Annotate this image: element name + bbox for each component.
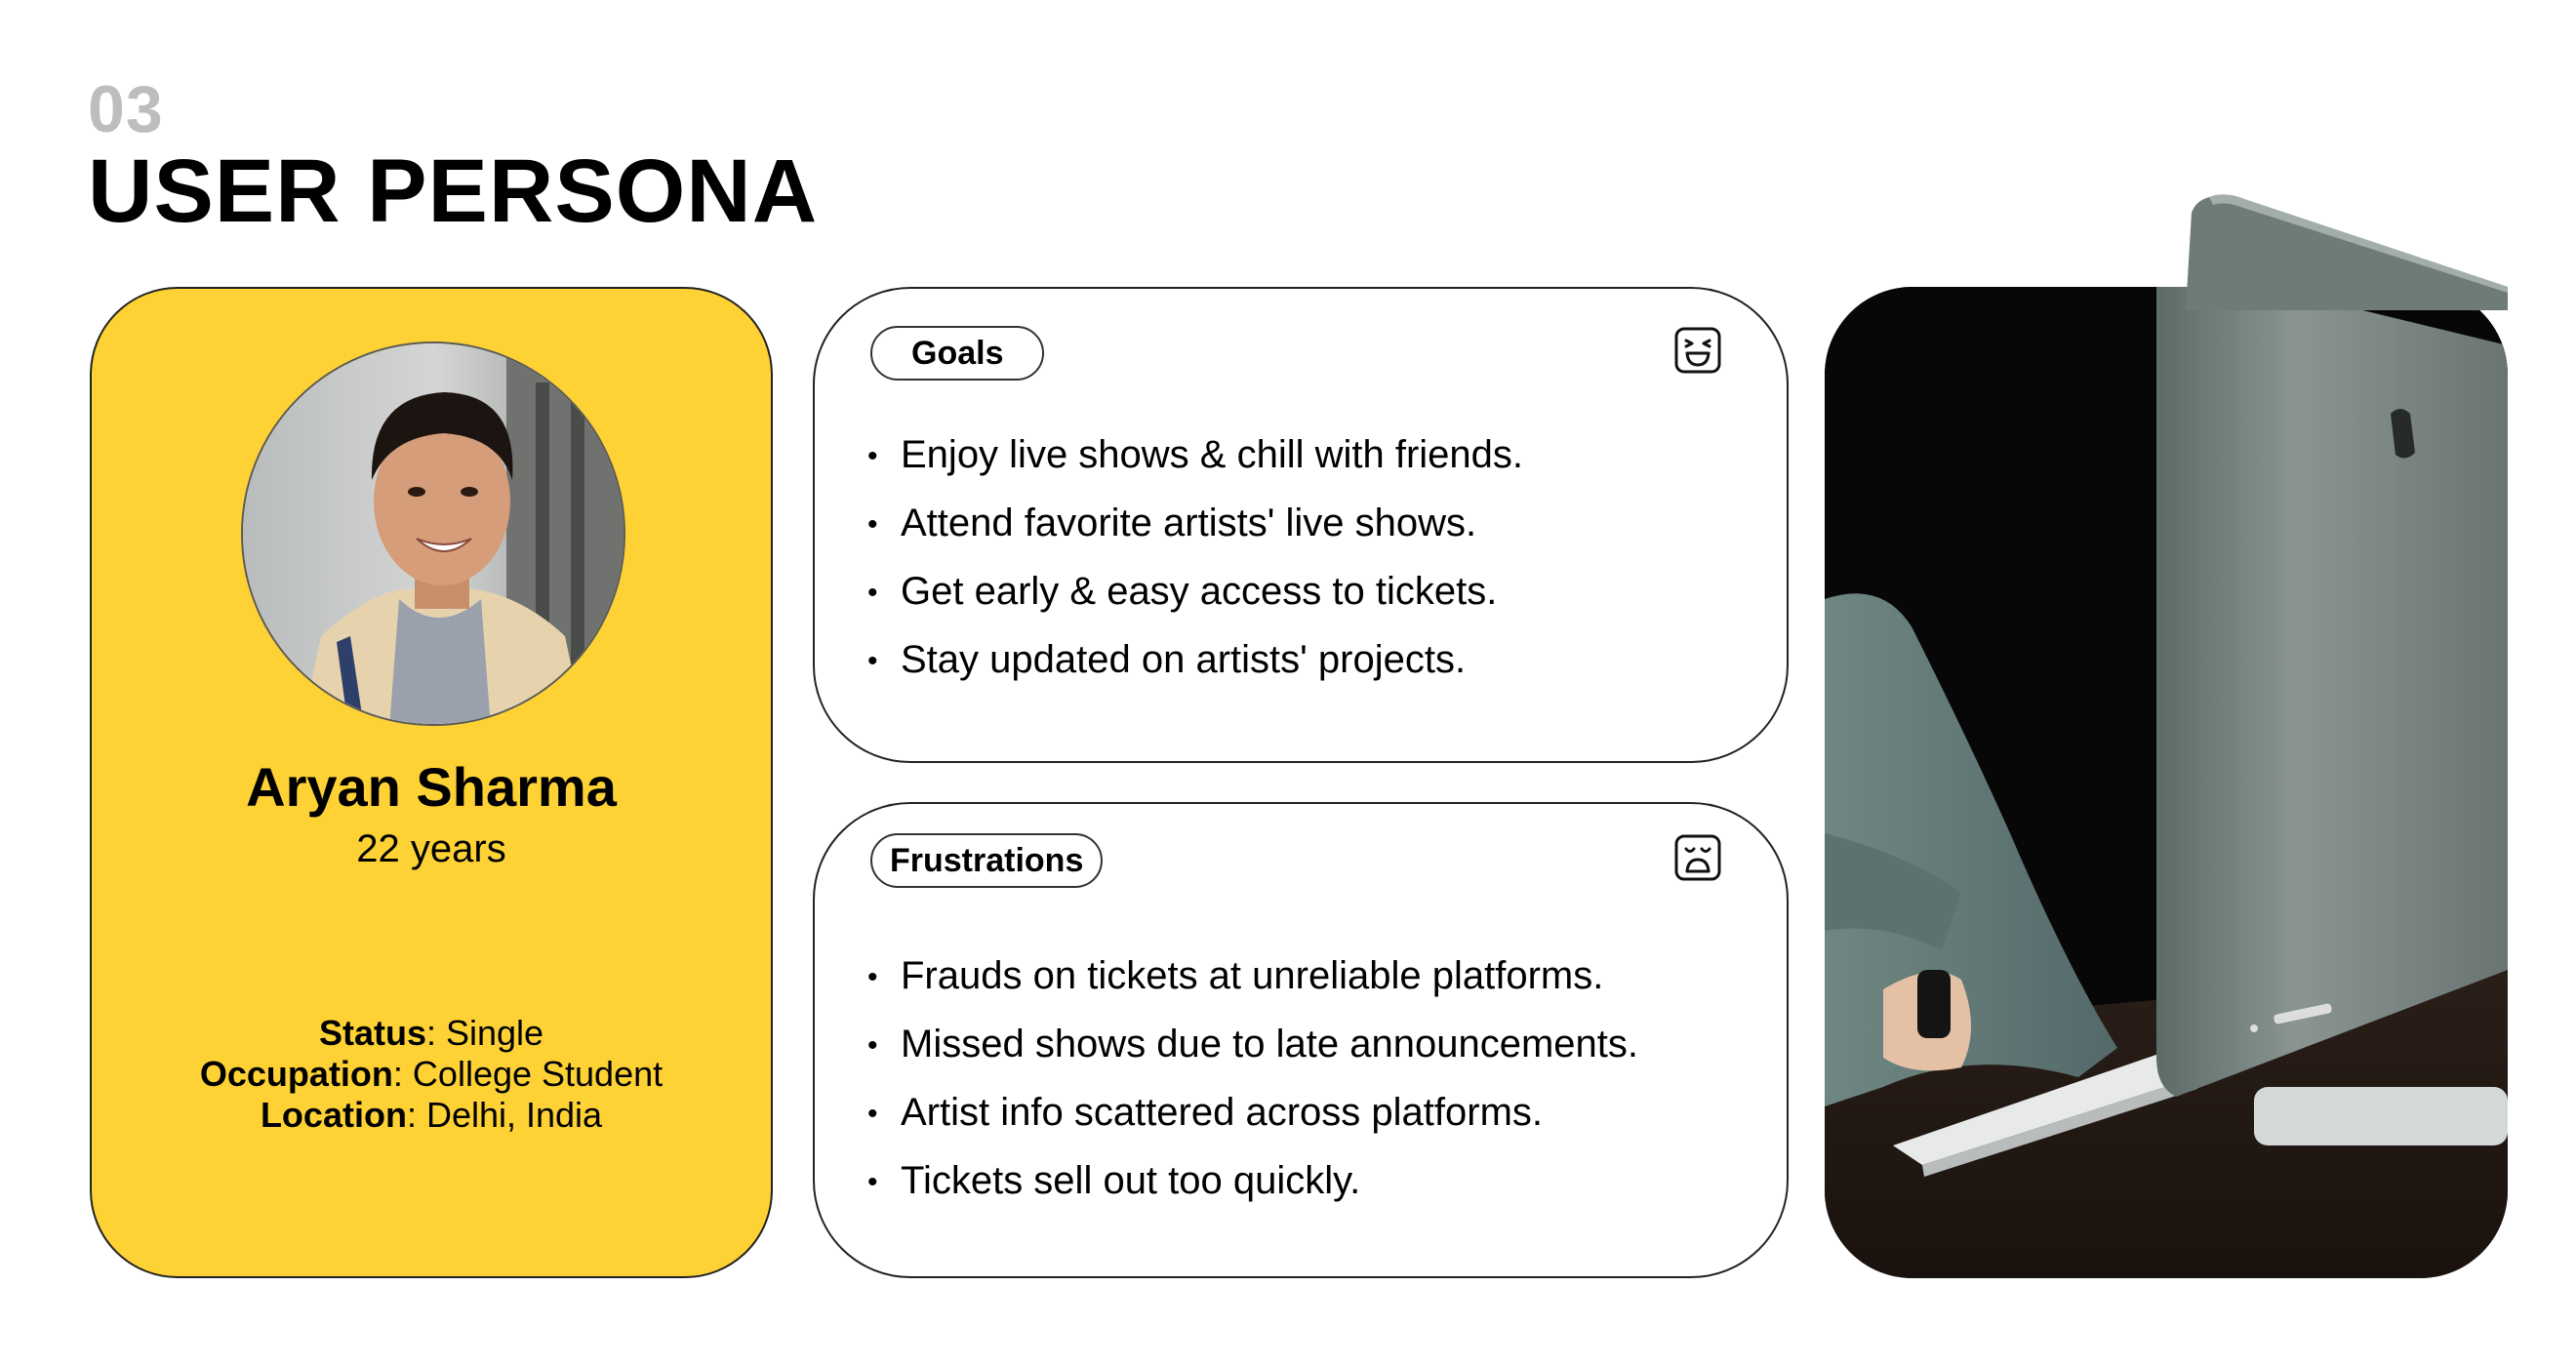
happy-face-icon	[1673, 326, 1722, 375]
goal-text: Attend favorite artists' live shows.	[901, 502, 1477, 544]
detail-status	[92, 1013, 771, 1054]
goal-text: Get early & easy access to tickets.	[901, 570, 1498, 613]
section-number: 03	[88, 72, 164, 146]
detail-label: Location	[260, 1095, 407, 1135]
list-item	[867, 490, 1523, 558]
frustration-text: Tickets sell out too quickly.	[901, 1159, 1361, 1202]
frustrations-label: Frustrations	[870, 833, 1103, 888]
frustrations-list	[867, 943, 1638, 1216]
list-item	[867, 422, 1523, 490]
list-item	[867, 626, 1523, 695]
bullet: •	[867, 1166, 878, 1198]
monitor-top	[2186, 193, 2508, 310]
bullet: •	[867, 645, 878, 677]
persona-age: 22 years	[356, 827, 506, 870]
goals-card	[813, 287, 1789, 763]
list-item	[867, 1011, 1638, 1079]
detail-value: : Single	[425, 1013, 544, 1053]
bullet: •	[867, 1029, 878, 1062]
bullet: •	[867, 961, 878, 993]
bullet: •	[867, 577, 878, 609]
goal-text: Enjoy live shows & chill with friends.	[901, 433, 1524, 476]
detail-label: Occupation	[199, 1054, 393, 1094]
frustration-text: Artist info scattered across platforms.	[901, 1091, 1544, 1134]
goals-label: Goals	[870, 326, 1044, 381]
detail-value: : Delhi, India	[406, 1095, 603, 1135]
persona-name: Aryan Sharma	[246, 756, 617, 818]
goals-list	[867, 422, 1523, 695]
bullet: •	[867, 1098, 878, 1130]
frustrations-card	[813, 802, 1789, 1278]
list-item	[867, 1079, 1638, 1147]
avatar-photo	[243, 343, 625, 726]
list-item	[867, 558, 1523, 626]
list-item	[867, 943, 1638, 1011]
bullet: •	[867, 440, 878, 472]
sad-face-icon	[1673, 833, 1722, 882]
page-title: USER PERSONA	[88, 141, 819, 241]
detail-value: : College Student	[392, 1054, 664, 1094]
detail-location	[92, 1095, 771, 1136]
detail-occupation	[92, 1054, 771, 1095]
persona-card	[90, 287, 773, 1278]
list-item	[867, 1147, 1638, 1216]
avatar	[241, 342, 625, 726]
workspace-photo	[1825, 287, 2508, 1278]
workspace-illustration	[1825, 287, 2508, 1278]
bullet: •	[867, 508, 878, 541]
goal-text: Stay updated on artists' projects.	[901, 638, 1467, 681]
detail-label: Status	[318, 1013, 426, 1053]
frustration-text: Missed shows due to late announcements.	[901, 1023, 1638, 1065]
frustration-text: Frauds on tickets at unreliable platforms.	[901, 954, 1604, 997]
persona-details	[92, 1013, 771, 1136]
